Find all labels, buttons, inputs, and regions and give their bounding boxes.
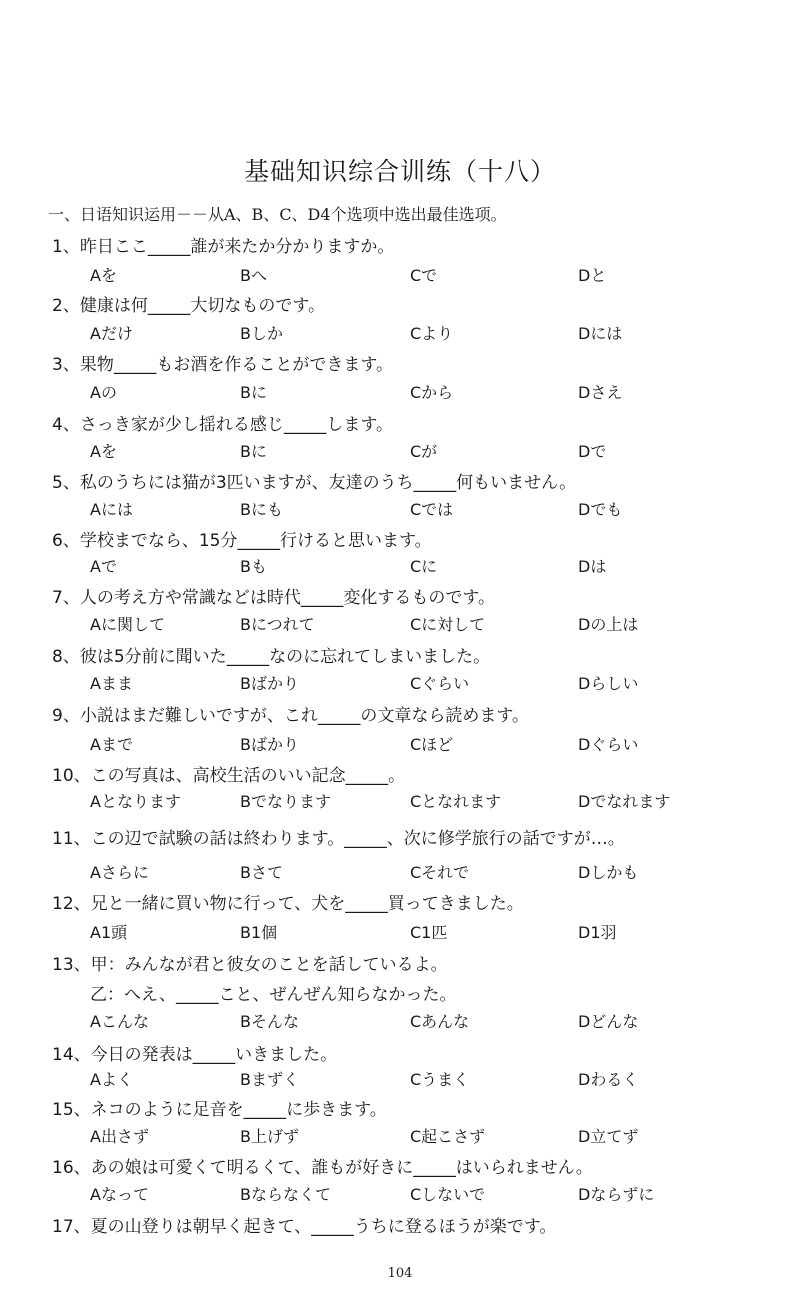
option-b: Bまずく xyxy=(240,1070,299,1089)
option-d: Dでも xyxy=(578,500,623,519)
page-title: 基础知识综合训练（十八） xyxy=(243,157,556,186)
option-a: Aには xyxy=(90,500,133,519)
option-b: Bさて xyxy=(240,863,283,882)
option-c: Cで xyxy=(410,266,438,285)
option-c: Cに対して xyxy=(410,615,486,634)
option-a: Aまで xyxy=(90,735,133,754)
option-c: C1匹 xyxy=(410,923,448,942)
option-c: Cが xyxy=(410,442,438,461)
option-d: Dらしい xyxy=(578,674,639,693)
options-row xyxy=(0,860,800,884)
option-d: Dどんな xyxy=(578,1012,639,1031)
option-d: Dと xyxy=(578,266,607,285)
options-row xyxy=(0,1124,800,1148)
options-row xyxy=(0,263,800,287)
option-b: Bへ xyxy=(240,266,267,285)
option-d: D立てず xyxy=(578,1127,639,1146)
option-b: Bにつれて xyxy=(240,615,315,634)
option-a: Aで xyxy=(90,557,117,576)
option-a: Aこんな xyxy=(90,1012,149,1031)
option-c: Cあんな xyxy=(410,1012,470,1031)
options-row xyxy=(0,497,800,521)
question-stem: 10、この写真は、高校生活のいい記念_____。 xyxy=(52,766,406,786)
option-c: Cでは xyxy=(410,500,454,519)
option-a: A1頭 xyxy=(90,923,128,942)
question-dialogue-line: 乙：へえ、_____こと、ぜんぜん知らなかった。 xyxy=(90,985,457,1005)
option-a: Aさらに xyxy=(90,863,149,882)
option-d: Dで xyxy=(578,442,607,461)
option-b: Bならなくて xyxy=(240,1185,331,1204)
question-stem: 14、今日の発表は_____いきました。 xyxy=(52,1045,338,1065)
option-a: Aに関して xyxy=(90,615,165,634)
option-a: Aよく xyxy=(90,1070,133,1089)
option-c: Cそれで xyxy=(410,863,470,882)
options-row xyxy=(0,1009,800,1033)
option-a: Aの xyxy=(90,383,117,402)
question-stem: 17、夏の山登りは朝早く起きて、_____うちに登るほうが楽です。 xyxy=(52,1217,557,1237)
question-stem: 3、果物_____もお酒を作ることができます。 xyxy=(52,355,393,375)
option-a: Aを xyxy=(90,442,117,461)
page-number: 104 xyxy=(387,1266,413,1281)
option-c: Cぐらい xyxy=(410,674,470,693)
option-c: Cより xyxy=(410,324,454,343)
section-heading: 一、日语知识运用－－从A、B、C、D4个选项中选出最佳选项。 xyxy=(48,205,507,224)
option-b: B上げず xyxy=(240,1127,299,1146)
option-b: Bそんな xyxy=(240,1012,299,1031)
option-b: Bしか xyxy=(240,324,283,343)
option-c: Cとなれます xyxy=(410,792,502,811)
options-row xyxy=(0,920,800,944)
option-d: Dの上は xyxy=(578,615,639,634)
question-stem: 12、兄と一緒に買い物に行って、犬を_____買ってきました。 xyxy=(52,894,524,914)
options-row xyxy=(0,321,800,345)
question-stem: 1、昨日ここ_____誰が来たか分かりますか。 xyxy=(52,237,395,257)
question-stem: 13、甲：みんなが君と彼女のことを話しているよ。 xyxy=(52,955,448,975)
option-d: Dでなれます xyxy=(578,792,671,811)
options-row xyxy=(0,1182,800,1206)
option-c: Cから xyxy=(410,383,454,402)
option-c: C起こさず xyxy=(410,1127,486,1146)
question-stem: 16、あの娘は可愛くて明るくて、誰もが好きに_____はいられません。 xyxy=(52,1158,593,1178)
option-a: Aを xyxy=(90,266,117,285)
option-a: A出さず xyxy=(90,1127,149,1146)
question-stem: 5、私のうちには猫が3匹いますが、友達のうち_____何もいません。 xyxy=(52,473,577,493)
question-stem: 2、健康は何_____大切なものです。 xyxy=(52,296,325,316)
option-a: Aなって xyxy=(90,1185,149,1204)
option-d: Dは xyxy=(578,557,607,576)
question-stem: 9、小説はまだ難しいですが、これ_____の文章なら読めます。 xyxy=(52,706,529,726)
option-a: Aとなります xyxy=(90,792,181,811)
option-a: Aだけ xyxy=(90,324,133,343)
option-c: Cに xyxy=(410,557,438,576)
options-row xyxy=(0,554,800,578)
option-a: Aまま xyxy=(90,674,133,693)
option-b: B1個 xyxy=(240,923,278,942)
option-b: Bも xyxy=(240,557,267,576)
option-b: Bに xyxy=(240,442,267,461)
option-d: Dには xyxy=(578,324,623,343)
option-d: Dさえ xyxy=(578,383,623,402)
options-row xyxy=(0,789,800,813)
option-c: Cほど xyxy=(410,735,454,754)
option-b: Bにも xyxy=(240,500,283,519)
option-d: Dならずに xyxy=(578,1185,655,1204)
options-row xyxy=(0,439,800,463)
options-row xyxy=(0,671,800,695)
option-d: D1羽 xyxy=(578,923,617,942)
options-row xyxy=(0,1067,800,1091)
options-row xyxy=(0,732,800,756)
option-d: Dしかも xyxy=(578,863,639,882)
question-stem: 11、この辺で試験の話は終わります。_____、次に修学旅行の話ですが…。 xyxy=(52,829,625,849)
question-stem: 4、さっき家が少し揺れる感じ_____します。 xyxy=(52,415,393,435)
question-stem: 6、学校までなら、15分_____行けると思います。 xyxy=(52,531,432,551)
option-d: Dぐらい xyxy=(578,735,639,754)
option-b: Bばかり xyxy=(240,674,299,693)
question-stem: 8、彼は5分前に聞いた_____なのに忘れてしまいました。 xyxy=(52,647,491,667)
option-c: Cうまく xyxy=(410,1070,470,1089)
options-row xyxy=(0,612,800,636)
options-row xyxy=(0,380,800,404)
option-b: Bでなります xyxy=(240,792,331,811)
option-b: Bに xyxy=(240,383,267,402)
option-c: Cしないで xyxy=(410,1185,486,1204)
option-d: Dわるく xyxy=(578,1070,639,1089)
question-stem: 15、ネコのように足音を_____に歩きます。 xyxy=(52,1100,387,1120)
option-b: Bばかり xyxy=(240,735,299,754)
question-stem: 7、人の考え方や常識などは時代_____変化するものです。 xyxy=(52,588,495,608)
